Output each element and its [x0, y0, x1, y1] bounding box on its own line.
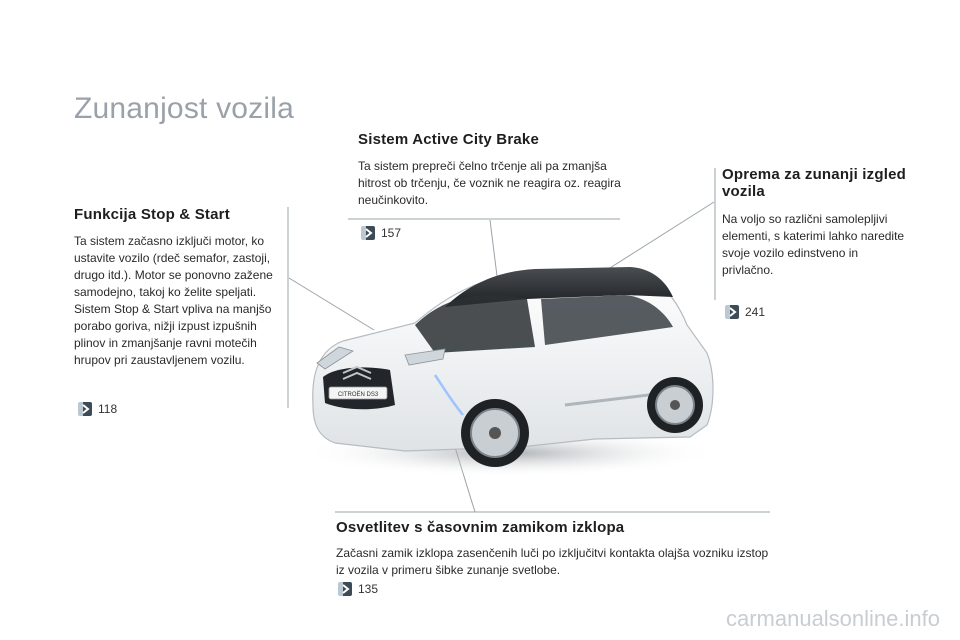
chevron-right-icon — [338, 582, 352, 596]
car-plate-text: CITROËN DS3 — [337, 392, 379, 398]
section-heading: Oprema za zunanji izgled vozila — [722, 166, 907, 200]
page-ref-link[interactable] — [725, 305, 765, 319]
section-body: Začasni zamik izklopa zasenčenih luči po izključitvi kontakta olajša vozniku izstop iz vozila v primeru šibke zunanje svetlobe. — [336, 546, 769, 577]
section-heading: Osvetlitev s časovnim zamikom izklopa — [336, 519, 625, 536]
page-ref-number: 118 — [98, 402, 118, 416]
page-ref-number: 135 — [358, 582, 379, 596]
section-body: Na voljo so različni samolepljivi elementi, s katerimi lahko naredite svoje vozilo edinstveno in privlačno. — [722, 212, 905, 277]
page-ref-number: 241 — [745, 305, 766, 319]
chevron-right-icon — [361, 226, 375, 240]
chevron-right-icon — [78, 402, 92, 416]
page-title: Zunanjost vozila — [74, 92, 294, 125]
car-wheel-front — [461, 399, 529, 467]
section-exterior-equipment — [722, 166, 910, 279]
section-active-city-brake — [358, 131, 623, 209]
section-body: Ta sistem začasno izključi motor, ko ustavite vozilo (rdeč semafor, zastoji, drugo itd.). Motor se ponovno zažene samodejno, takoj ko želite speljati. Sistem Stop & Start vpliva na manjšo porabo goriva, nižji izpust izpušnih plinov in zmanjšanje ravni motečih hrupov pri zaustavljenem vozilu. — [74, 234, 273, 367]
section-follow-me-home — [336, 519, 776, 579]
watermark: carmanualsonline.info — [725, 606, 940, 631]
section-heading: Funkcija Stop & Start — [74, 206, 230, 223]
section-stop-start — [74, 206, 284, 369]
page-ref-link[interactable] — [78, 402, 117, 416]
car-image — [295, 255, 725, 480]
car-wheel-rear — [647, 377, 703, 433]
section-heading: Sistem Active City Brake — [358, 131, 539, 148]
page-ref-link[interactable] — [338, 582, 378, 596]
page-ref-link[interactable] — [361, 226, 401, 240]
page-ref-number: 157 — [381, 226, 402, 240]
chevron-right-icon — [725, 305, 739, 319]
section-body: Ta sistem prepreči čelno trčenje ali pa zmanjša hitrost ob trčenju, če voznik ne reagira oz. reagira neučinkovito. — [358, 159, 621, 207]
car-windshield — [415, 295, 535, 353]
